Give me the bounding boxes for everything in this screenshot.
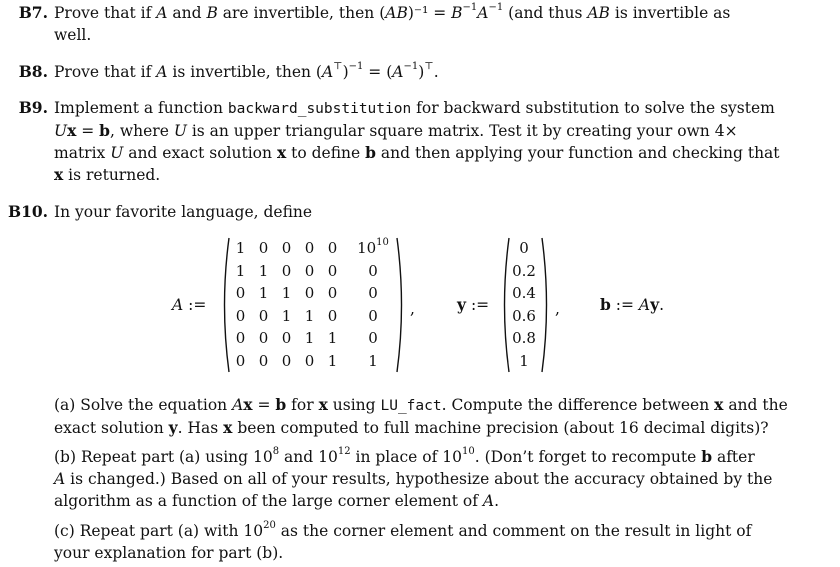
text-run: matrix bbox=[54, 144, 111, 162]
text-run: as the corner element and comment on the result in light of bbox=[275, 522, 752, 540]
text-run: is invertible, then ( bbox=[167, 63, 322, 81]
matrix-a-cell: 0 bbox=[281, 239, 292, 257]
text-run: using bbox=[327, 396, 381, 414]
math-var: A bbox=[156, 4, 168, 22]
math-vector: y bbox=[168, 418, 178, 437]
text-line bbox=[54, 417, 790, 439]
problem-number: B10. bbox=[8, 202, 49, 221]
part-a bbox=[54, 394, 790, 439]
text-run: is invertible as bbox=[609, 4, 731, 22]
text-run: (c) Repeat part (a) with 10 bbox=[54, 522, 264, 540]
text-line bbox=[54, 164, 790, 186]
matrix-a-cell: 1 bbox=[304, 306, 315, 325]
math-var: A bbox=[321, 63, 334, 81]
matrix-a-cell: 1 bbox=[304, 329, 315, 347]
matrix-a-cell: 0 bbox=[281, 351, 292, 370]
text-line bbox=[54, 394, 790, 417]
math-op: := bbox=[183, 296, 207, 314]
math-vector: x bbox=[276, 143, 287, 162]
text-run: ) bbox=[418, 63, 425, 81]
matrix-a-cell: 0 bbox=[235, 351, 246, 370]
text-run: (b) Repeat part (a) using 10 bbox=[54, 448, 273, 466]
code-function-name: backward_substitution bbox=[227, 101, 412, 117]
math-var: A bbox=[156, 63, 168, 81]
matrix-a-cell: 0 bbox=[258, 329, 269, 347]
matrix-a-cell: 0 bbox=[327, 239, 338, 257]
part-c bbox=[54, 520, 790, 564]
text-run: (a) Solve the equation bbox=[54, 396, 233, 414]
text-run: and then applying your function and checking that bbox=[375, 144, 780, 162]
matrix-a-cell: $10^{10}$ bbox=[357, 237, 389, 257]
text-run: is returned. bbox=[63, 166, 161, 184]
math-var: U bbox=[110, 144, 124, 162]
text-run: . bbox=[433, 63, 439, 81]
matrix-a-cell: 0 bbox=[281, 329, 292, 347]
text-run: and bbox=[167, 4, 207, 22]
matrix-a bbox=[229, 237, 396, 372]
matrix-a-cell: 0 bbox=[327, 284, 338, 302]
matrix-a-cell: 0 bbox=[327, 306, 338, 325]
math-vector: b bbox=[275, 395, 287, 414]
matrix-definitions bbox=[0, 236, 840, 374]
problem-text bbox=[54, 97, 790, 186]
text-run: exact solution bbox=[54, 419, 169, 437]
vector-y-cell: 1 bbox=[519, 351, 529, 370]
text-line: well. bbox=[54, 26, 92, 44]
matrix-a-cell: 1 bbox=[258, 261, 269, 280]
corner-exponent: 10 bbox=[376, 237, 389, 248]
matrix-a-cell: 0 bbox=[281, 261, 292, 280]
text-run: and exact solution bbox=[123, 144, 277, 162]
code-function-name: LU_fact bbox=[380, 398, 442, 414]
matrix-a-row bbox=[229, 260, 396, 283]
math-var: AB bbox=[385, 4, 408, 22]
math-var: U bbox=[54, 122, 68, 140]
matrix-a-cell: 1 bbox=[327, 351, 338, 370]
math-op: := bbox=[610, 296, 639, 314]
matrix-a-cell: 0 bbox=[304, 351, 315, 370]
text-run: for bbox=[286, 396, 319, 414]
separator-comma: , bbox=[555, 300, 560, 318]
math-var: B bbox=[206, 4, 218, 22]
matrix-a-right-paren bbox=[395, 236, 407, 374]
text-line bbox=[54, 97, 790, 120]
matrix-a-label bbox=[172, 294, 206, 316]
math-vector: y bbox=[457, 295, 467, 314]
text-run: is changed.) Based on all of your results, hypothesize about the accuracy obtained by the bbox=[65, 470, 773, 488]
math-var: B bbox=[451, 4, 463, 22]
exponent: 10 bbox=[461, 445, 475, 457]
matrix-a-cell: 0 bbox=[258, 351, 269, 370]
matrix-a-cell: 1 bbox=[281, 306, 292, 325]
problem-text bbox=[54, 2, 790, 46]
matrix-a-cell: 0 bbox=[368, 261, 378, 280]
matrix-a-cell: 1 bbox=[368, 351, 378, 370]
text-run: Prove that if bbox=[54, 63, 157, 81]
text-run: Prove that if bbox=[54, 4, 157, 22]
text-run: . (Don’t forget to recompute bbox=[474, 448, 702, 466]
text-run: is an upper triangular square matrix. Test it by creating your own 4× bbox=[186, 122, 738, 140]
matrix-a-row bbox=[229, 327, 396, 350]
vector-y-row bbox=[510, 305, 538, 328]
matrix-a-cell: 0 bbox=[304, 261, 315, 280]
text-run: , where bbox=[110, 122, 174, 140]
exponent: 12 bbox=[337, 445, 351, 457]
exponent: 20 bbox=[263, 519, 276, 531]
math-var: A bbox=[638, 296, 651, 314]
math-op: = bbox=[252, 396, 276, 414]
matrix-a-cell: 0 bbox=[258, 239, 269, 257]
text-run: been computed to full machine precision (about 16 decimal digits)? bbox=[232, 419, 769, 437]
matrix-a-cell: 1 bbox=[235, 261, 246, 280]
text-line bbox=[54, 446, 790, 468]
math-var: A bbox=[54, 470, 66, 488]
matrix-a-cell: 1 bbox=[258, 284, 269, 302]
text-run: ) bbox=[342, 63, 349, 81]
vector-y-label bbox=[457, 294, 489, 316]
exponent: −1 bbox=[403, 60, 419, 72]
vector-y-row bbox=[510, 327, 538, 350]
math-var: A bbox=[477, 4, 489, 22]
vector-y-cell: 0.8 bbox=[512, 329, 536, 347]
math-var: AB bbox=[587, 4, 610, 22]
math-op: )⁻¹ = bbox=[407, 4, 452, 22]
math-vector: x bbox=[54, 165, 64, 184]
text-line bbox=[54, 490, 790, 512]
math-op: = ( bbox=[363, 63, 393, 81]
separator-comma: , bbox=[410, 300, 415, 318]
text-run: and the bbox=[723, 396, 788, 414]
matrix-a-table bbox=[229, 237, 396, 372]
math-vector: b bbox=[365, 143, 376, 162]
vector-y-row bbox=[510, 237, 538, 260]
matrix-a-row bbox=[229, 305, 396, 328]
matrix-a-cell: 0 bbox=[368, 284, 378, 302]
exponent: −1 bbox=[488, 1, 504, 13]
exponent: ⊤ bbox=[424, 60, 434, 72]
matrix-a-cell: 0 bbox=[235, 306, 246, 325]
matrix-a-cell: 1 bbox=[281, 284, 292, 302]
problem-number: B8. bbox=[18, 62, 48, 81]
text-line bbox=[54, 142, 790, 164]
math-var: U bbox=[173, 122, 187, 140]
text-run: . bbox=[659, 296, 665, 314]
matrix-a-row bbox=[229, 282, 396, 305]
math-var: A bbox=[392, 63, 404, 81]
matrix-a-row bbox=[229, 237, 396, 260]
math-var: A bbox=[482, 492, 495, 510]
math-op: = bbox=[76, 122, 100, 140]
math-var: A bbox=[232, 396, 244, 414]
vector-y-row bbox=[510, 350, 538, 373]
problem-text bbox=[54, 61, 790, 83]
text-run: . Has bbox=[177, 419, 224, 437]
math-vector: x bbox=[243, 395, 253, 414]
text-line bbox=[54, 120, 790, 142]
math-vector: b bbox=[701, 447, 713, 466]
math-vector: b bbox=[600, 295, 611, 314]
text-line bbox=[54, 520, 790, 542]
matrix-a-cell: 0 bbox=[235, 284, 246, 302]
vector-y-table bbox=[510, 237, 538, 372]
math-vector: x bbox=[67, 121, 77, 140]
b-definition bbox=[600, 294, 664, 316]
problem-text: In your favorite language, define bbox=[54, 203, 313, 221]
vector-y-row bbox=[510, 282, 538, 305]
matrix-a-cell: 1 bbox=[327, 329, 338, 347]
text-run: after bbox=[712, 448, 755, 466]
matrix-a-row bbox=[229, 350, 396, 373]
matrix-a-cell: 0 bbox=[258, 306, 269, 325]
problem-number: B7. bbox=[18, 3, 48, 22]
text-run: are invertible, then ( bbox=[217, 4, 386, 22]
problem-number: B9. bbox=[18, 98, 48, 117]
math-vector: x bbox=[318, 395, 328, 414]
matrix-a-cell: 1 bbox=[235, 239, 246, 257]
math-vector: y bbox=[650, 295, 660, 314]
text-run: . bbox=[494, 492, 500, 510]
math-vector: x bbox=[714, 395, 724, 414]
vector-y-cell: 0.2 bbox=[512, 261, 536, 280]
matrix-a-cell: 0 bbox=[304, 239, 315, 257]
text-run: in place of 10 bbox=[350, 448, 462, 466]
exponent: −1 bbox=[462, 1, 478, 13]
exponent: −1 bbox=[348, 60, 364, 72]
vector-y bbox=[510, 237, 538, 372]
part-b bbox=[54, 446, 790, 512]
text-run: Implement a function bbox=[54, 99, 228, 117]
matrix-a-cell: 0 bbox=[235, 329, 246, 347]
text-run: algorithm as a function of the large corner element of bbox=[54, 492, 483, 510]
math-vector: b bbox=[99, 121, 111, 140]
math-vector: x bbox=[223, 418, 233, 437]
text-line bbox=[54, 468, 790, 490]
text-run: for backward substitution to solve the system bbox=[411, 99, 775, 117]
text-line bbox=[54, 2, 790, 24]
text-run: and 10 bbox=[279, 448, 338, 466]
vector-y-cell: 0.6 bbox=[512, 306, 536, 325]
exponent: ⊤ bbox=[333, 60, 343, 72]
math-op: := bbox=[466, 296, 490, 314]
vector-y-cell: 0.4 bbox=[512, 284, 536, 302]
exponent: 8 bbox=[272, 445, 280, 457]
math-var: A bbox=[172, 296, 184, 314]
vector-y-row bbox=[510, 260, 538, 283]
text-run: . Compute the difference between bbox=[441, 396, 715, 414]
matrix-a-cell: 0 bbox=[327, 261, 338, 280]
vector-y-cell: 0 bbox=[519, 239, 529, 257]
matrix-a-cell: 0 bbox=[368, 329, 378, 347]
text-run: to define bbox=[286, 144, 366, 162]
vector-y-right-paren bbox=[540, 236, 552, 374]
matrix-a-cell: 0 bbox=[304, 284, 315, 302]
text-run: (and thus bbox=[503, 4, 588, 22]
text-line: your explanation for part (b). bbox=[54, 544, 284, 562]
matrix-a-cell: 0 bbox=[368, 306, 378, 325]
